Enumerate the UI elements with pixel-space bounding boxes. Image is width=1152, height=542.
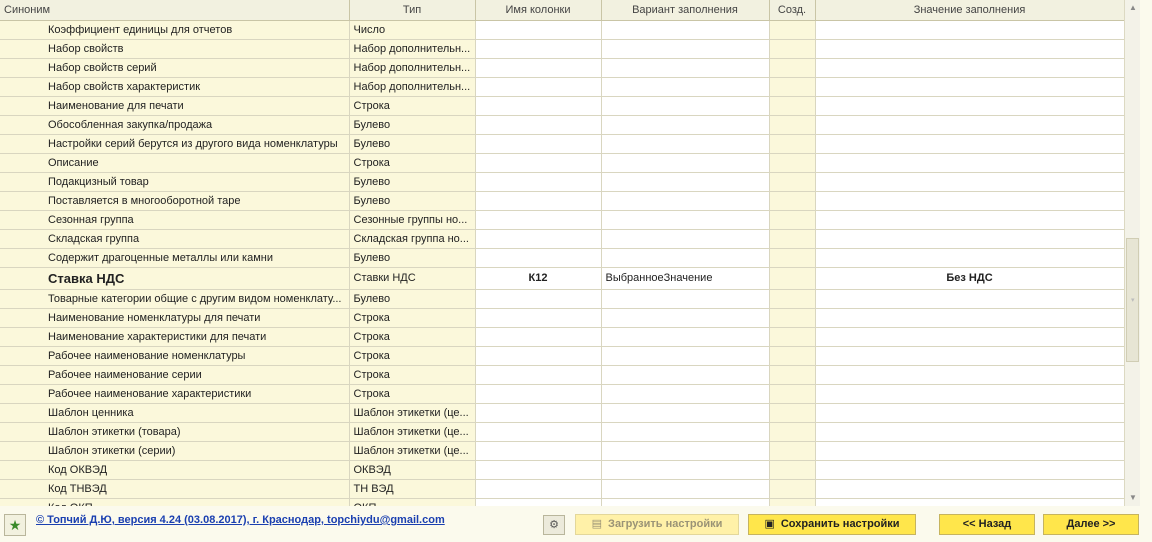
cell-column-name[interactable] (475, 365, 601, 384)
col-header-fill-value[interactable]: Значение заполнения (815, 0, 1124, 20)
cell-fill-variant[interactable] (601, 248, 769, 267)
cell-created[interactable] (769, 248, 815, 267)
cell-type[interactable]: Строка (349, 346, 475, 365)
cell-synonym[interactable]: Рабочее наименование номенклатуры (0, 346, 349, 365)
cell-type[interactable]: Булево (349, 115, 475, 134)
cell-synonym[interactable]: Набор свойств (0, 39, 349, 58)
cell-fill-value[interactable] (815, 403, 1124, 422)
cell-synonym[interactable]: Набор свойств характеристик (0, 77, 349, 96)
col-header-type[interactable]: Тип (349, 0, 475, 20)
table-row[interactable] (0, 77, 1124, 96)
cell-synonym[interactable]: Шаблон этикетки (товара) (0, 422, 349, 441)
table-row[interactable] (0, 441, 1124, 460)
cell-created[interactable] (769, 422, 815, 441)
table-row[interactable] (0, 248, 1124, 267)
cell-synonym[interactable]: Код ОКВЭД (0, 460, 349, 479)
cell-fill-variant[interactable] (601, 134, 769, 153)
cell-fill-variant[interactable] (601, 191, 769, 210)
cell-type[interactable]: Строка (349, 384, 475, 403)
cell-created[interactable] (769, 58, 815, 77)
cell-synonym[interactable]: Шаблон этикетки (серии) (0, 441, 349, 460)
table-row[interactable] (0, 479, 1124, 498)
cell-fill-variant[interactable] (601, 365, 769, 384)
cell-fill-value[interactable] (815, 172, 1124, 191)
cell-type[interactable]: Набор дополнительн... (349, 77, 475, 96)
table-row[interactable] (0, 229, 1124, 248)
cell-fill-value[interactable] (815, 210, 1124, 229)
cell-fill-variant[interactable] (601, 327, 769, 346)
save-settings-button[interactable] (748, 514, 916, 535)
scroll-up-arrow-icon[interactable]: ▲ (1129, 3, 1137, 12)
save-settings-label: Сохранить настройки (780, 518, 900, 530)
cell-type[interactable]: Набор дополнительн... (349, 58, 475, 77)
table-row[interactable] (0, 58, 1124, 77)
cell-fill-value[interactable] (815, 460, 1124, 479)
col-header-synonym[interactable]: Синоним (0, 0, 349, 20)
cell-column-name[interactable] (475, 248, 601, 267)
settings-button[interactable] (543, 515, 565, 535)
cell-fill-value[interactable] (815, 134, 1124, 153)
cell-fill-value[interactable] (815, 58, 1124, 77)
cell-type[interactable]: Булево (349, 191, 475, 210)
cell-created[interactable] (769, 479, 815, 498)
cell-created[interactable] (769, 365, 815, 384)
cell-created[interactable] (769, 384, 815, 403)
table-row[interactable] (0, 210, 1124, 229)
cell-type[interactable]: Строка (349, 365, 475, 384)
cell-fill-value[interactable] (815, 20, 1124, 39)
cell-fill-value[interactable] (815, 77, 1124, 96)
cell-synonym[interactable]: Товарные категории общие с другим видом номенклату... (0, 289, 349, 308)
table-row[interactable] (0, 267, 1124, 289)
table-row[interactable] (0, 308, 1124, 327)
cell-synonym[interactable]: Обособленная закупка/продажа (0, 115, 349, 134)
cell-created[interactable] (769, 460, 815, 479)
cell-synonym[interactable]: Наименование характеристики для печати (0, 327, 349, 346)
cell-created[interactable] (769, 229, 815, 248)
cell-fill-value[interactable] (815, 479, 1124, 498)
cell-column-name[interactable] (475, 460, 601, 479)
cell-type[interactable]: Строка (349, 308, 475, 327)
cell-created[interactable] (769, 327, 815, 346)
cell-fill-variant[interactable] (601, 403, 769, 422)
cell-synonym[interactable]: Поставляется в многооборотной таре (0, 191, 349, 210)
cell-fill-value[interactable]: Без НДС (815, 267, 1124, 289)
table-row[interactable] (0, 96, 1124, 115)
cell-fill-value[interactable] (815, 346, 1124, 365)
cell-created[interactable] (769, 20, 815, 39)
cell-column-name[interactable] (475, 229, 601, 248)
cell-type[interactable]: Булево (349, 248, 475, 267)
col-header-fill-variant[interactable]: Вариант заполнения (601, 0, 769, 20)
cell-fill-variant[interactable] (601, 308, 769, 327)
cell-column-name[interactable] (475, 210, 601, 229)
cell-synonym[interactable]: Настройки серий берутся из другого вида номенклатуры (0, 134, 349, 153)
cell-column-name[interactable] (475, 96, 601, 115)
cell-type[interactable]: ТН ВЭД (349, 479, 475, 498)
cell-created[interactable] (769, 191, 815, 210)
cell-column-name[interactable] (475, 20, 601, 39)
table-row[interactable] (0, 191, 1124, 210)
cell-fill-variant[interactable] (601, 210, 769, 229)
cell-fill-variant[interactable] (601, 441, 769, 460)
cell-fill-value[interactable] (815, 441, 1124, 460)
cell-type[interactable]: Строка (349, 96, 475, 115)
cell-created[interactable] (769, 289, 815, 308)
cell-synonym[interactable]: Коэффициент единицы для отчетов (0, 20, 349, 39)
cell-column-name[interactable] (475, 384, 601, 403)
cell-synonym[interactable]: Шаблон ценника (0, 403, 349, 422)
cell-synonym[interactable]: Код ТНВЭД (0, 479, 349, 498)
cell-synonym[interactable]: Содержит драгоценные металлы или камни (0, 248, 349, 267)
cell-fill-variant[interactable] (601, 346, 769, 365)
cell-synonym[interactable]: Наименование номенклатуры для печати (0, 308, 349, 327)
cell-column-name[interactable] (475, 327, 601, 346)
cell-fill-value[interactable] (815, 39, 1124, 58)
cell-column-name[interactable] (475, 172, 601, 191)
cell-type[interactable]: Шаблон этикетки (це... (349, 441, 475, 460)
back-button[interactable]: << Назад (939, 514, 1035, 535)
cell-created[interactable] (769, 153, 815, 172)
cell-column-name[interactable] (475, 39, 601, 58)
cell-column-name[interactable] (475, 403, 601, 422)
cell-fill-value[interactable] (815, 248, 1124, 267)
cell-type[interactable]: Складская группа но... (349, 229, 475, 248)
cell-created[interactable] (769, 441, 815, 460)
save-icon: ▣ (764, 518, 775, 530)
cell-type[interactable]: Сезонные группы но... (349, 210, 475, 229)
cell-created[interactable] (769, 96, 815, 115)
cell-fill-variant[interactable] (601, 289, 769, 308)
footer-bar (0, 506, 1152, 542)
table-row[interactable] (0, 289, 1124, 308)
cell-column-name[interactable] (475, 153, 601, 172)
cell-fill-variant[interactable] (601, 77, 769, 96)
cell-synonym[interactable]: Рабочее наименование характеристики (0, 384, 349, 403)
cell-column-name[interactable] (475, 77, 601, 96)
cell-fill-variant[interactable] (601, 384, 769, 403)
table-row[interactable] (0, 134, 1124, 153)
cell-fill-variant[interactable] (601, 422, 769, 441)
scroll-down-arrow-icon[interactable]: ▼ (1129, 493, 1137, 502)
table-row[interactable] (0, 39, 1124, 58)
cell-fill-variant[interactable] (601, 58, 769, 77)
cell-type[interactable]: Булево (349, 289, 475, 308)
cell-type[interactable]: Булево (349, 134, 475, 153)
cell-type[interactable]: Число (349, 20, 475, 39)
cell-synonym[interactable]: Описание (0, 153, 349, 172)
grid-header (0, 0, 1124, 20)
cell-fill-variant[interactable] (601, 115, 769, 134)
cell-type[interactable]: Ставки НДС (349, 267, 475, 289)
table-row[interactable] (0, 20, 1124, 39)
cell-column-name[interactable] (475, 441, 601, 460)
cell-synonym[interactable]: Рабочее наименование серии (0, 365, 349, 384)
cell-type[interactable]: Строка (349, 153, 475, 172)
cell-column-name[interactable]: К12 (475, 267, 601, 289)
table-row[interactable] (0, 327, 1124, 346)
cell-column-name[interactable] (475, 115, 601, 134)
cell-fill-variant[interactable]: ВыбранноеЗначение (601, 267, 769, 289)
cell-synonym[interactable]: Ставка НДС (0, 267, 349, 289)
star-icon: ★ (8, 517, 22, 533)
table-row[interactable] (0, 172, 1124, 191)
cell-created[interactable] (769, 210, 815, 229)
cell-column-name[interactable] (475, 289, 601, 308)
cell-fill-value[interactable] (815, 365, 1124, 384)
cell-fill-value[interactable] (815, 191, 1124, 210)
cell-fill-value[interactable] (815, 422, 1124, 441)
table-row[interactable] (0, 365, 1124, 384)
cell-created[interactable] (769, 403, 815, 422)
cell-fill-variant[interactable] (601, 172, 769, 191)
cell-created[interactable] (769, 346, 815, 365)
cell-created[interactable] (769, 172, 815, 191)
vertical-scrollbar[interactable] (1124, 0, 1140, 506)
cell-column-name[interactable] (475, 346, 601, 365)
cell-synonym[interactable]: Подакцизный товар (0, 172, 349, 191)
col-header-created[interactable]: Созд. (769, 0, 815, 20)
cell-type[interactable]: Шаблон этикетки (це... (349, 422, 475, 441)
cell-created[interactable] (769, 115, 815, 134)
col-header-column-name[interactable]: Имя колонки (475, 0, 601, 20)
table-row[interactable] (0, 153, 1124, 172)
cell-created[interactable] (769, 267, 815, 289)
cell-fill-value[interactable] (815, 229, 1124, 248)
table-row[interactable] (0, 346, 1124, 365)
cell-column-name[interactable] (475, 308, 601, 327)
grip-icon: ▾ (1131, 297, 1135, 304)
table-row[interactable] (0, 422, 1124, 441)
cell-fill-value[interactable] (815, 153, 1124, 172)
cell-column-name[interactable] (475, 191, 601, 210)
cell-type[interactable]: Булево (349, 172, 475, 191)
load-settings-button[interactable] (575, 514, 739, 535)
cell-fill-variant[interactable] (601, 153, 769, 172)
cell-type[interactable]: Строка (349, 327, 475, 346)
cell-fill-value[interactable] (815, 384, 1124, 403)
cell-fill-variant[interactable] (601, 20, 769, 39)
cell-synonym[interactable]: Наименование для печати (0, 96, 349, 115)
cell-created[interactable] (769, 77, 815, 96)
cell-fill-value[interactable] (815, 115, 1124, 134)
gear-icon: ⚙ (549, 519, 559, 531)
cell-fill-variant[interactable] (601, 39, 769, 58)
cell-fill-variant[interactable] (601, 96, 769, 115)
scroll-thumb[interactable] (1126, 238, 1139, 362)
cell-column-name[interactable] (475, 479, 601, 498)
author-link[interactable]: © Топчий Д.Ю, версия 4.24 (03.08.2017), г. Краснодар, topchiydu@gmail.com (36, 514, 445, 526)
cell-type[interactable]: Набор дополнительн... (349, 39, 475, 58)
cell-synonym[interactable]: Набор свойств серий (0, 58, 349, 77)
cell-created[interactable] (769, 39, 815, 58)
cell-fill-variant[interactable] (601, 479, 769, 498)
cell-type[interactable]: ОКВЭД (349, 460, 475, 479)
favorite-star-button[interactable] (4, 514, 26, 536)
cell-fill-variant[interactable] (601, 229, 769, 248)
load-icon: ▤ (591, 518, 603, 530)
cell-synonym[interactable]: Складская группа (0, 229, 349, 248)
table-row[interactable] (0, 115, 1124, 134)
cell-fill-variant[interactable] (601, 460, 769, 479)
load-settings-label: Загрузить настройки (608, 518, 723, 530)
cell-fill-value[interactable] (815, 308, 1124, 327)
cell-type[interactable]: Шаблон этикетки (це... (349, 403, 475, 422)
cell-column-name[interactable] (475, 134, 601, 153)
cell-fill-value[interactable] (815, 96, 1124, 115)
cell-created[interactable] (769, 308, 815, 327)
cell-column-name[interactable] (475, 422, 601, 441)
table-row[interactable] (0, 460, 1124, 479)
cell-synonym[interactable]: Сезонная группа (0, 210, 349, 229)
next-button[interactable]: Далее >> (1043, 514, 1139, 535)
cell-fill-value[interactable] (815, 289, 1124, 308)
cell-fill-value[interactable] (815, 327, 1124, 346)
cell-created[interactable] (769, 134, 815, 153)
cell-column-name[interactable] (475, 58, 601, 77)
table-row[interactable] (0, 384, 1124, 403)
table-row[interactable] (0, 403, 1124, 422)
